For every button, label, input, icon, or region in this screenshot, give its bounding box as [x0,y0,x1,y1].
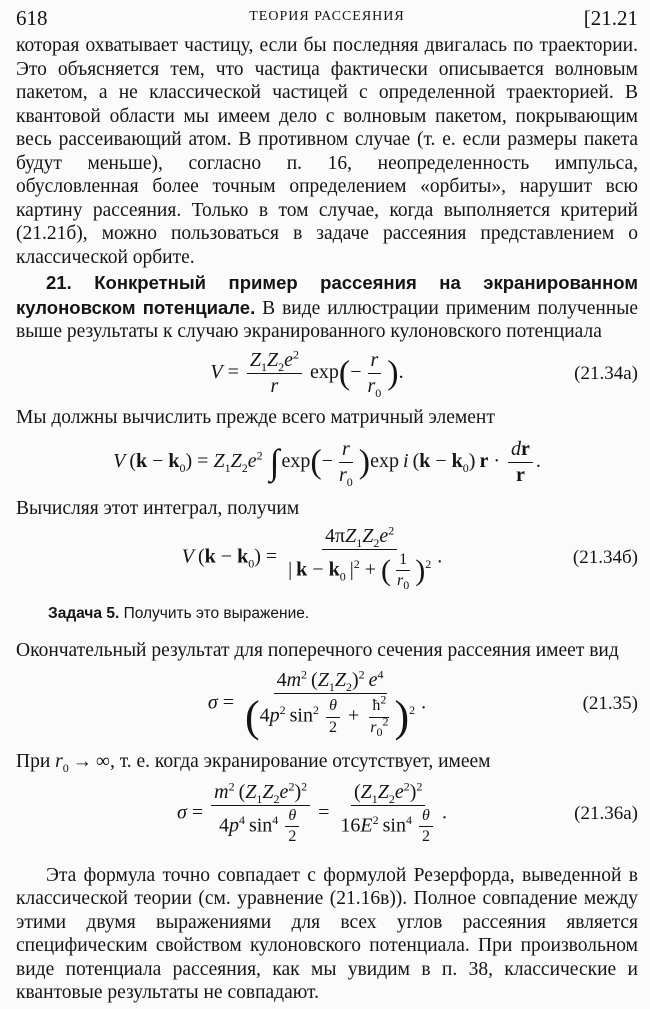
task-label: Задача 5. [48,604,120,622]
equation-21-36a: σ = $m^2$ $(Z_1Z_2e^2)^2$ $4p^4$ $\sin^4$ $\frac{\theta}{2}$ = $(Z_1Z_2e^2)^2$ $16E^2$ $\sin^4$ $\frac{\theta}{2}$ . (21.36а) [177,778,638,845]
equation-21-34b: V $(k - k_0)$ = $4\pi Z_1Z_2e^2$ | $k - k_0$ $|^2$ + ( $\frac{1}{r_0}$ )$^2$ . (21.34б) [181,522,638,593]
page [16,6,638,1005]
equation-label: (21.34б) [572,546,638,568]
text-limit [16,750,638,774]
equation-21-34a: V = $\frac{Z_1Z_2e^2}{r}$ exp(− $\frac{r}{r_0}$ ). (21.34а) [210,347,638,400]
section-ref: [21.21 [583,6,638,30]
text-limit-pre: При [16,751,51,772]
section-heading: 21. Конкретный пример рассеяния на экранированном кулоновском потенциале. [16,272,638,318]
section-paragraph [16,271,638,344]
task-block [48,605,638,623]
task-text: Получить это выражение. [123,604,310,622]
equation-21-35: σ = $4m^2$ $(Z_1Z_2)^2$ $e^4$ ($4p^2$ $\sin^2$ $\frac{\theta}{2}$ + $\frac{ħ^2}{r_0^2}$ )$^2$ . (21.35) [207,667,638,741]
text-limit-post: т. е. когда экранирование отсутствует, имеем [119,751,491,772]
paragraph-continuation: которая охватывает частицу, если бы последняя двигалась по траектории. Это объясняется тем, что частица фактически описывается волновым пакетом, а не классической частицей с определенной траекторией. В квантовой области мы имеем дело с волновым пакетом, покрывающим весь рассеивающий атом. В противном случае (т. е. если размеры пакета будут меньше), согласно п. 16, неопределенность импульса, обусловленная более точным определением «орбиты», нарушит всю картину рассеяния. Только в том случае, когда выполняется критерий (21.21б), можно пользоваться в задаче рассеяния представлением о классической орбите. [16,35,638,268]
equation-label: (21.36а) [574,802,638,824]
limit-expression: $r_0$ → ∞, [55,751,115,775]
text-final-result: Окончательный результат для поперечного сечения рассеяния имеет вид [16,639,619,661]
text-matrix-element: Мы должны вычислить прежде всего матричный элемент [16,406,495,428]
text-integral: Вычисляя этот интеграл, получим [16,498,300,519]
equation-label: (21.35) [582,693,638,714]
equation-label: (21.34а) [574,362,638,384]
running-header [16,6,638,32]
running-title: ТЕОРИЯ РАССЕЯНИЯ [249,9,405,24]
page-number: 618 [16,6,48,30]
paragraph-conclusion: Эта формула точно совпадает с формулой Резерфорда, выведенной в классической теории (см. уравнение (21.16в)). Полное совпадение между этими двумя выражениями для всех углов рассеяния является специфическим свойством кулоновского потенциала. При произвольном виде потенциала рассеяния, как мы увидим в п. 38, классические и квантовые результаты не совпадают. [16,864,638,1003]
equation-matrix-element: V $(k - k_0) = Z_1Z_2e^2$ ∫ exp(− $\frac{r}{r_0}$ )exp i $(k - k_0)$ r · $\frac{dr}{r}$ . [113,437,541,489]
section-intro: В виде иллюстрации применим полученные выше результаты к случаю экранированного кулоновского потенциала [16,297,638,342]
